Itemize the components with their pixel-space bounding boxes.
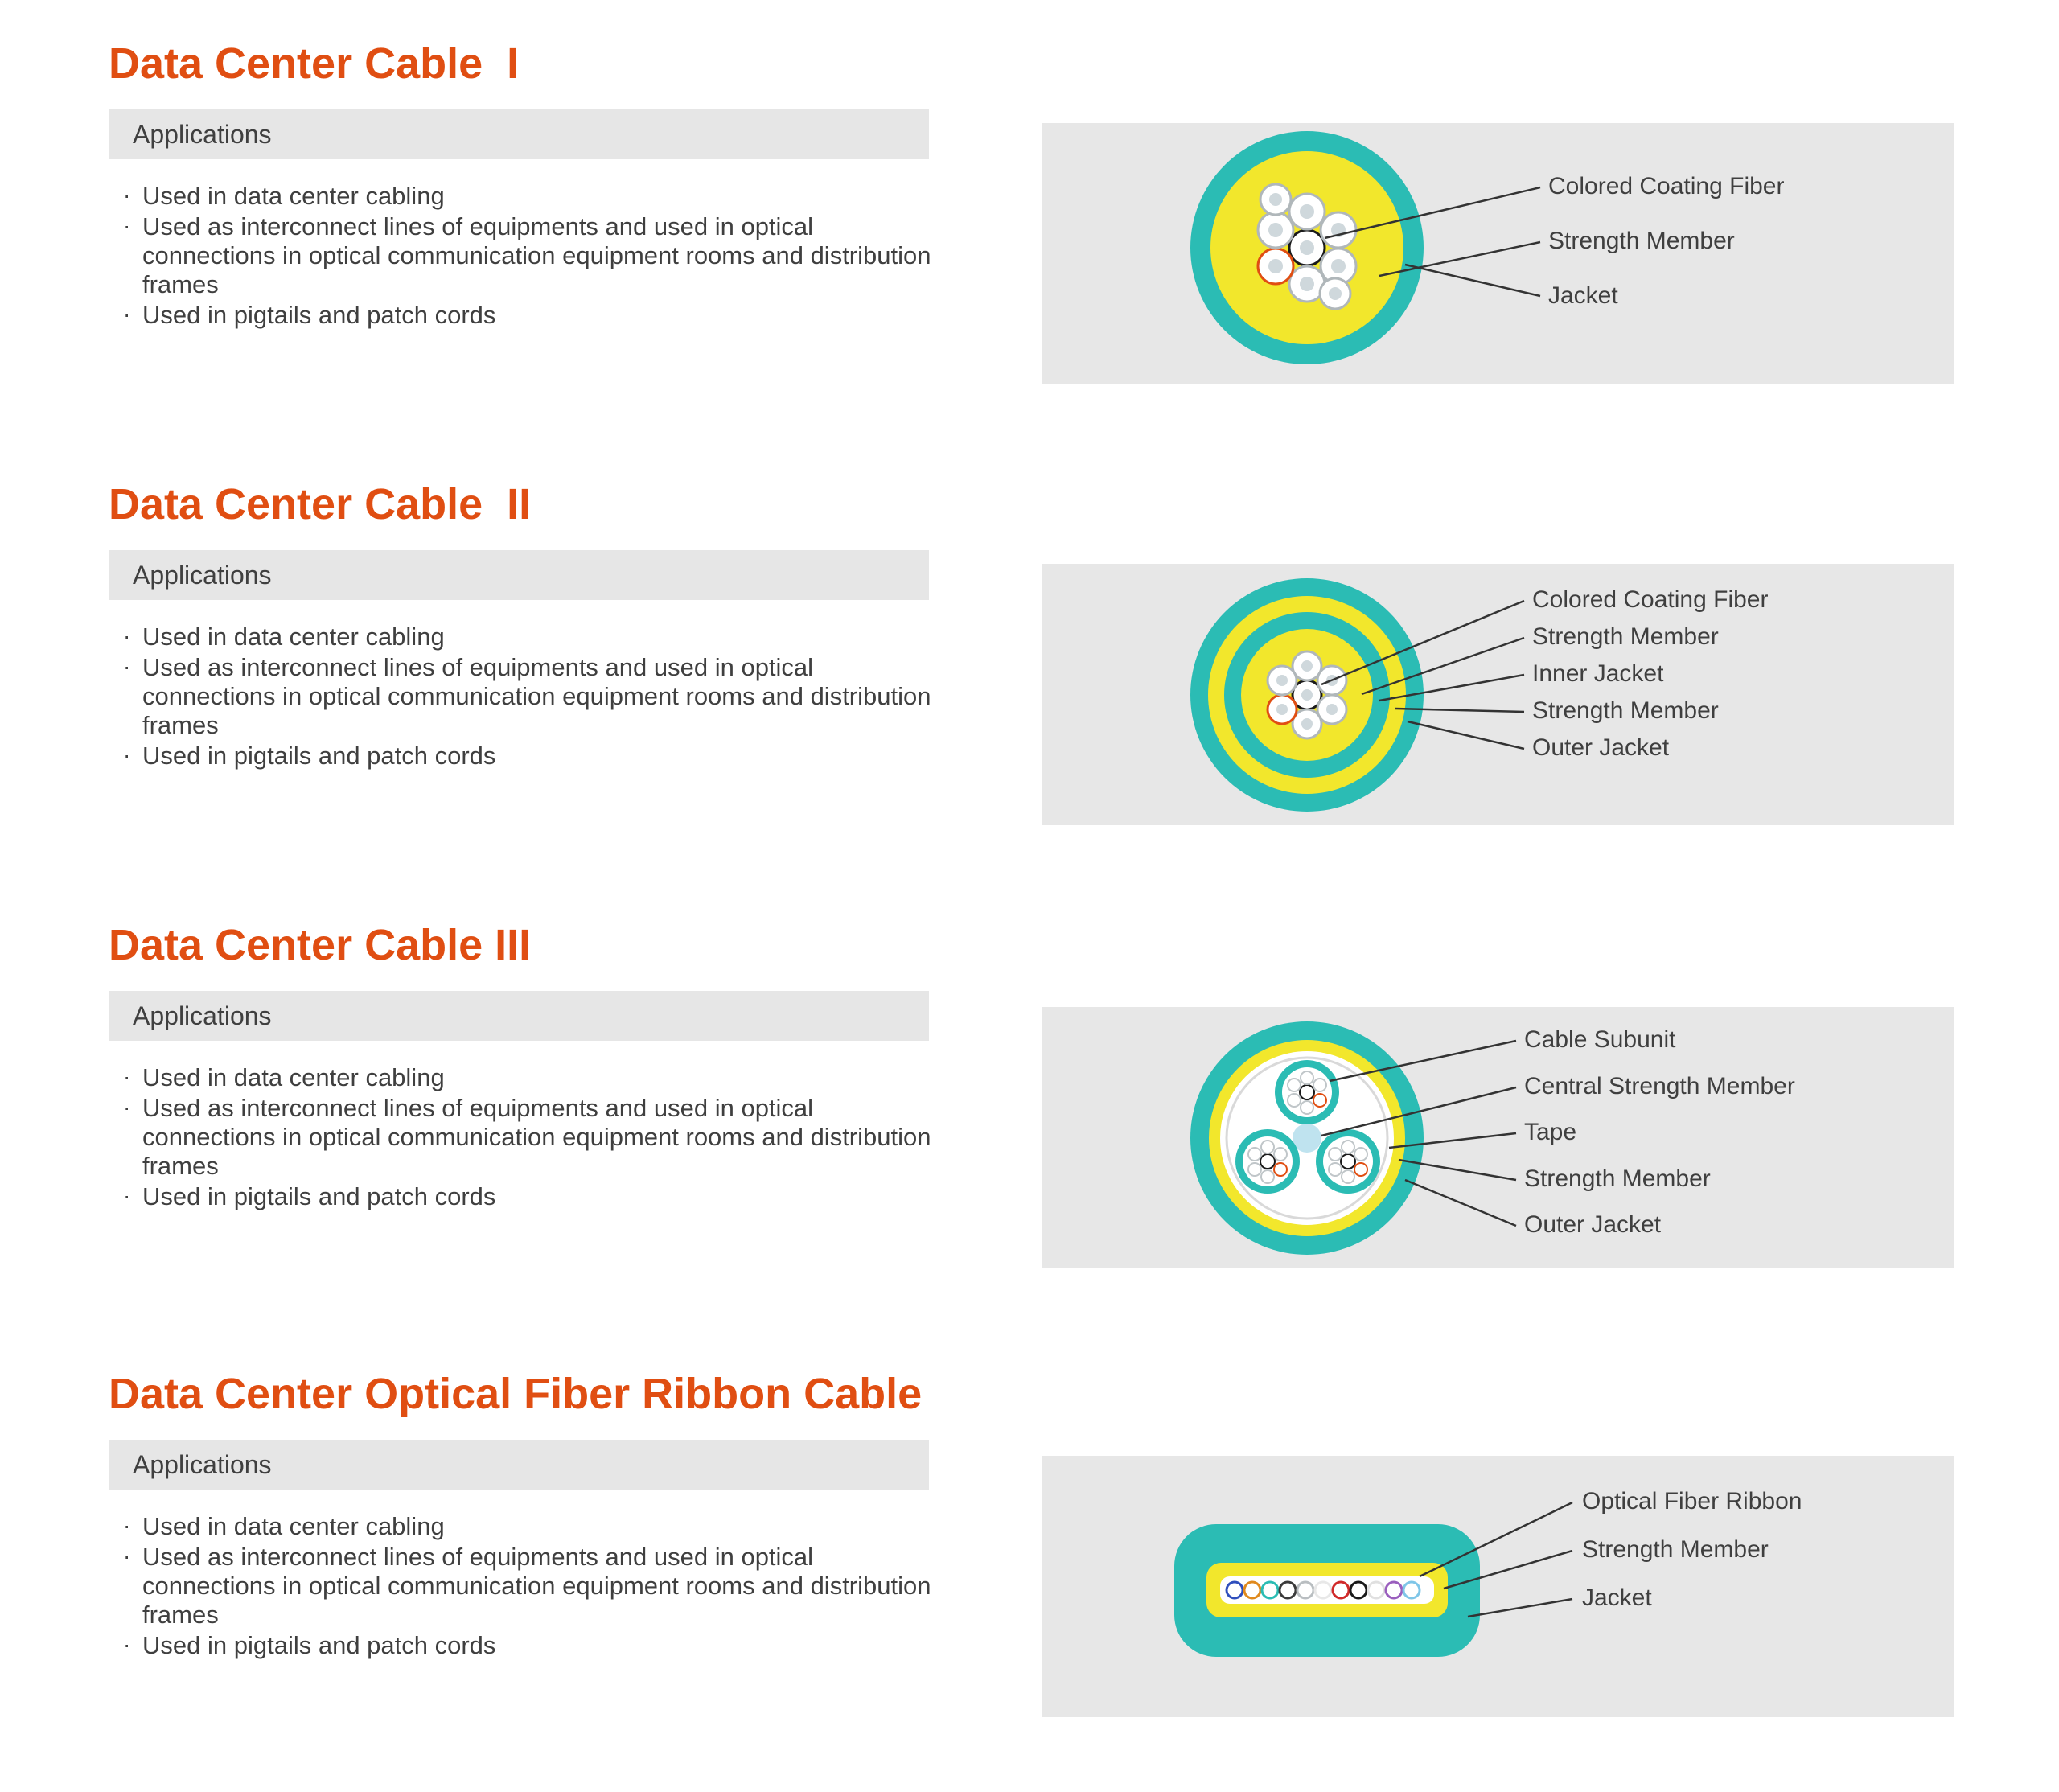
applications-label: Applications xyxy=(133,1001,272,1030)
list-item-text: Used in pigtails and patch cords xyxy=(142,1182,496,1210)
cable-diagram-svg-1 xyxy=(1042,123,1954,384)
cable-cross-section-diagram-1 xyxy=(1042,123,1954,384)
list-item xyxy=(123,1094,1042,1181)
applications-bar xyxy=(109,1440,929,1490)
list-item xyxy=(123,623,1042,651)
section-data-center-cable-2 xyxy=(0,479,2059,825)
list-item xyxy=(123,301,1042,330)
list-item-text: Used in pigtails and patch cords xyxy=(142,741,496,770)
list-item xyxy=(123,1631,1042,1660)
list-item-text: Used in data center cabling xyxy=(142,1512,445,1540)
cable-cross-section-diagram-4 xyxy=(1042,1456,1954,1717)
section-1-text-column xyxy=(109,39,1042,331)
section-data-center-cable-3 xyxy=(0,920,2059,1268)
bullet-dot-icon: · xyxy=(123,301,131,327)
bullet-dot-icon: · xyxy=(123,1543,131,1568)
callout-label: Optical Fiber Ribbon xyxy=(1582,1488,1802,1515)
list-item xyxy=(123,742,1042,771)
section-3-text-column xyxy=(109,920,1042,1213)
list-item-text: Used in data center cabling xyxy=(142,1063,445,1091)
cable-cross-section-diagram-2 xyxy=(1042,564,1954,825)
bullet-dot-icon: · xyxy=(123,623,131,648)
list-item xyxy=(123,212,1042,299)
cable-subunit xyxy=(1275,1060,1339,1124)
bullet-dot-icon: · xyxy=(123,1064,131,1089)
applications-bar xyxy=(109,109,929,159)
callout-label: Jacket xyxy=(1548,282,1618,309)
list-item-text: Used as interconnect lines of equipments and used in optical connections in optical communication equipment rooms and distribution frames xyxy=(142,652,931,739)
section-data-center-cable-1 xyxy=(0,0,2059,384)
list-item-text: Used in pigtails and patch cords xyxy=(142,300,496,329)
section-4-diagram-column xyxy=(1042,1456,2059,1717)
list-item-text: Used as interconnect lines of equipments and used in optical connections in optical communication equipment rooms and distribution frames xyxy=(142,1093,931,1180)
callout-label: Strength Member xyxy=(1548,228,1735,254)
list-item-text: Used in data center cabling xyxy=(142,623,445,651)
section-2-text-column xyxy=(109,479,1042,772)
bullet-dot-icon: · xyxy=(123,1631,131,1657)
cable-diagram-svg-3 xyxy=(1042,1007,1954,1268)
bullet-dot-icon: · xyxy=(123,212,131,238)
applications-list xyxy=(109,182,1042,330)
bullet-dot-icon: · xyxy=(123,742,131,767)
applications-bar xyxy=(109,991,929,1041)
callout-label: Colored Coating Fiber xyxy=(1532,586,1769,613)
bullet-dot-icon: · xyxy=(123,653,131,679)
list-item xyxy=(123,1063,1042,1092)
cable-diagram-svg-2 xyxy=(1042,564,1954,825)
callout-label: Strength Member xyxy=(1532,697,1719,724)
list-item-text: Used as interconnect lines of equipments and used in optical connections in optical communication equipment rooms and distribution frames xyxy=(142,1542,931,1629)
bullet-dot-icon: · xyxy=(123,1513,131,1538)
cable-cross-section-diagram-3 xyxy=(1042,1007,1954,1268)
page-title: Data Center Optical Fiber Ribbon Cable xyxy=(109,1370,923,1418)
list-item xyxy=(123,1543,1042,1630)
cable-diagram-svg-4 xyxy=(1042,1456,1954,1717)
applications-label: Applications xyxy=(133,1449,272,1479)
applications-bar xyxy=(109,550,929,600)
callout-label: Colored Coating Fiber xyxy=(1548,173,1785,199)
applications-label: Applications xyxy=(133,560,272,590)
list-item xyxy=(123,1182,1042,1211)
page-title: Data Center Cable I xyxy=(109,39,520,88)
list-item xyxy=(123,653,1042,740)
section-3-diagram-column xyxy=(1042,1007,2059,1268)
callout-label: Jacket xyxy=(1582,1584,1652,1611)
page-title: Data Center Cable II xyxy=(109,480,532,528)
bullet-dot-icon: · xyxy=(123,1094,131,1120)
callout-label: Outer Jacket xyxy=(1524,1211,1662,1238)
page-title: Data Center Cable III xyxy=(109,921,532,969)
list-item-text: Used in pigtails and patch cords xyxy=(142,1630,496,1659)
callout-label: Strength Member xyxy=(1582,1536,1769,1563)
ribbon-fibers xyxy=(1227,1582,1420,1598)
list-item-text: Used as interconnect lines of equipments and used in optical connections in optical communication equipment rooms and distribution frames xyxy=(142,212,931,298)
list-item-text: Used in data center cabling xyxy=(142,182,445,210)
callout-label: Central Strength Member xyxy=(1524,1073,1795,1099)
applications-label: Applications xyxy=(133,119,272,149)
callout-label: Strength Member xyxy=(1532,623,1719,650)
applications-list xyxy=(109,1063,1042,1211)
section-2-diagram-column xyxy=(1042,564,2059,825)
list-item xyxy=(123,1512,1042,1541)
section-4-text-column xyxy=(109,1369,1042,1662)
callout-label: Inner Jacket xyxy=(1532,660,1664,687)
callout-label: Outer Jacket xyxy=(1532,734,1670,761)
section-1-diagram-column xyxy=(1042,123,2059,384)
bullet-dot-icon: · xyxy=(123,1182,131,1208)
bullet-dot-icon: · xyxy=(123,183,131,208)
callout-label: Cable Subunit xyxy=(1524,1026,1676,1053)
cable-subunit xyxy=(1235,1129,1300,1194)
list-item xyxy=(123,182,1042,211)
callout-label: Tape xyxy=(1524,1119,1577,1145)
cable-subunit xyxy=(1316,1129,1380,1194)
applications-list xyxy=(109,1512,1042,1660)
section-data-center-ribbon-cable xyxy=(0,1369,2059,1717)
applications-list xyxy=(109,623,1042,771)
callout-label: Strength Member xyxy=(1524,1165,1711,1192)
